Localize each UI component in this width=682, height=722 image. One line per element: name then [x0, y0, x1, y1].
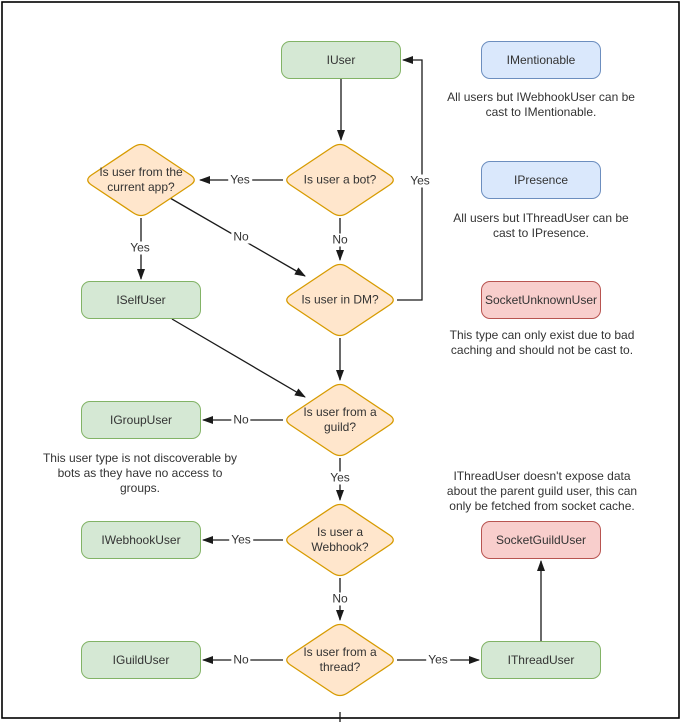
edge-label-guild-to-igroupuser: No	[233, 412, 249, 427]
node-ipresence: IPresence	[481, 161, 601, 199]
decision-current-app-label: Is user from the current app?	[99, 165, 183, 194]
note-socketunknownuser: This type can only exist due to bad caching and should not be cast to.	[449, 328, 635, 357]
edge-label-guild-to-webhook: Yes	[330, 470, 350, 485]
edge-label-current-app-to-iselfuser: Yes	[130, 240, 150, 255]
edge-label-dm-to-iuser: Yes	[410, 173, 430, 188]
node-iuser: IUser	[281, 41, 401, 79]
note-igroupuser: This user type is not discoverable by bots as they have no access to groups.	[42, 451, 238, 495]
node-socketguilduser: SocketGuildUser	[481, 521, 601, 559]
decision-dm-label: Is user in DM?	[301, 292, 379, 307]
edge-label-thread-to-ithreaduser: Yes	[428, 652, 448, 667]
node-igroupuser: IGroupUser	[81, 401, 201, 439]
edge-label-webhook-to-iwebhookuser: Yes	[231, 532, 251, 547]
edge-label-bot-to-dm: No	[332, 232, 348, 247]
note-ithreaduser: IThreadUser doesn't expose data about the parent guild user, this can only be fetched from socket cache.	[446, 469, 638, 513]
edge-label-webhook-to-thread: No	[332, 591, 348, 606]
node-imentionable: IMentionable	[481, 41, 601, 79]
edge-label-bot-to-current-app: Yes	[230, 172, 250, 187]
decision-bot-label: Is user a bot?	[303, 172, 377, 187]
decision-thread-label: Is user from a thread?	[303, 645, 377, 674]
edge-label-thread-to-iguilduser: No	[233, 652, 249, 667]
node-iguilduser: IGuildUser	[81, 641, 201, 679]
edge-iselfuser-to-guild	[172, 319, 305, 397]
decision-webhook-label: Is user a Webhook?	[311, 525, 369, 554]
decision-guild-label: Is user from a guild?	[303, 405, 377, 434]
edge-label-current-app-to-dm: No	[233, 229, 249, 244]
node-iselfuser: ISelfUser	[81, 281, 201, 319]
node-ithreaduser: IThreadUser	[481, 641, 601, 679]
node-iwebhookuser: IWebhookUser	[81, 521, 201, 559]
note-imentionable: All users but IWebhookUser can be cast to IMentionable.	[447, 90, 635, 119]
note-ipresence: All users but IThreadUser can be cast to IPresence.	[453, 211, 629, 240]
node-socketunknownuser: SocketUnknownUser	[481, 281, 601, 319]
